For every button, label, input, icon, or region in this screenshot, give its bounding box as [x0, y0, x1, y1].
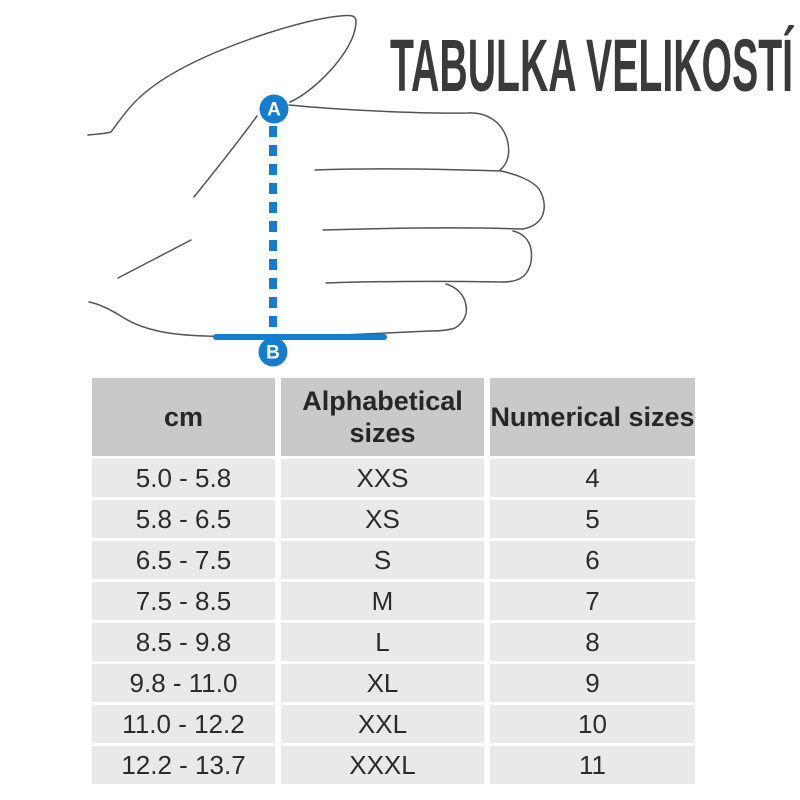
table-cell: S: [281, 541, 484, 579]
table-cell: 9: [490, 664, 695, 702]
middle-finger-tip: [501, 171, 544, 229]
index-middle-boundary: [315, 169, 501, 171]
marker-a-label: A: [267, 99, 281, 121]
table-cell: 11.0 - 12.2: [92, 705, 275, 743]
table-cell: 6: [490, 541, 695, 579]
marker-a: [260, 95, 289, 124]
pinky-finger-tip: [430, 284, 466, 331]
table-cell: XXL: [281, 705, 484, 743]
table-cell: 10: [490, 705, 695, 743]
table-cell: M: [281, 582, 484, 620]
table-cell: 12.2 - 13.7: [92, 746, 275, 784]
table-cell: 6.5 - 7.5: [92, 541, 275, 579]
column-header-cm: cm: [92, 378, 275, 456]
table-cell: 5.8 - 6.5: [92, 500, 275, 538]
table-cell: 9.8 - 11.0: [92, 664, 275, 702]
table-cell: 7: [490, 582, 695, 620]
table-cell: 7.5 - 8.5: [92, 582, 275, 620]
table-cell: 4: [490, 459, 695, 497]
thumb-outline: [88, 16, 356, 135]
table-cell: 11: [490, 746, 695, 784]
table-cell: XXXL: [281, 746, 484, 784]
table-cell: 8.5 - 9.8: [92, 623, 275, 661]
table-cell: 5: [490, 500, 695, 538]
palm-bottom-outline: [89, 302, 430, 337]
table-cell: 8: [490, 623, 695, 661]
middle-ring-boundary: [323, 228, 523, 230]
table-cell: 5.0 - 5.8: [92, 459, 275, 497]
marker-b: [259, 338, 288, 367]
index-finger-outline: [289, 105, 509, 170]
column-header-numerical-sizes: Numerical sizes: [490, 378, 695, 456]
ring-finger-tip: [503, 231, 532, 282]
ring-pinky-boundary: [326, 281, 503, 283]
table-cell: XS: [281, 500, 484, 538]
table-cell: XL: [281, 664, 484, 702]
table-cell: L: [281, 623, 484, 661]
marker-b-label: B: [266, 342, 280, 364]
thumb-crease-line: [194, 116, 257, 197]
size-table: [92, 378, 695, 784]
palm-crease-line: [118, 240, 191, 278]
page-title: TABULKA VELIKOSTÍ: [390, 24, 794, 107]
column-header-alphabetical-sizes: Alphabetical sizes: [281, 378, 484, 456]
table-cell: XXS: [281, 459, 484, 497]
